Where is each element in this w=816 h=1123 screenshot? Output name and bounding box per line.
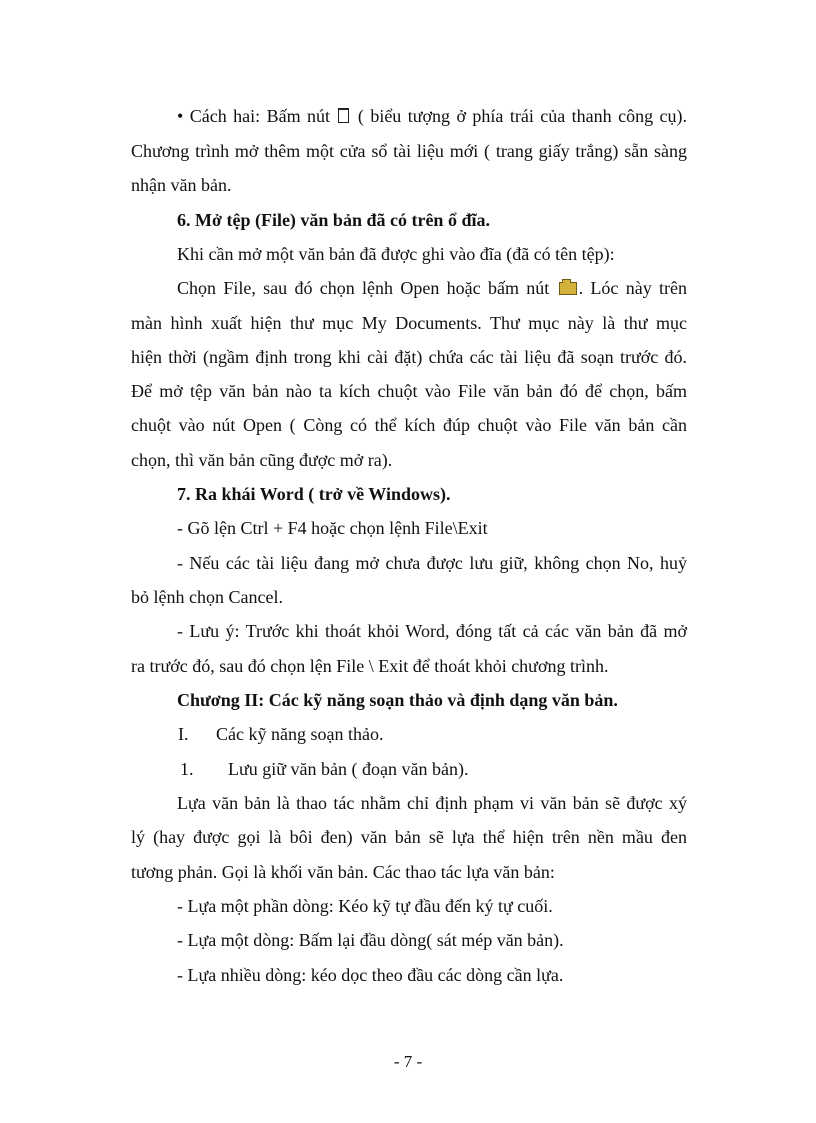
paragraph-line: tương phản. Gọi là khối văn bản. Các thao tác lựa văn bản: [131,862,555,882]
section-heading-6: 6. Mở tệp (File) văn bản đã có trên ổ đĩa. [177,210,490,230]
open-folder-icon [559,282,577,295]
paragraph-line: Để mở tệp văn bản nào ta kích chuột vào File văn bản đó để chọn, bấm [131,381,687,401]
list-item: - Lựa một dòng: Bấm lại đầu dòng( sát mép văn bản). [177,930,564,950]
list-item: - Nếu các tài liệu đang mở chưa được lưu giữ, không chọn No, huỷ [177,553,687,573]
list-item-continuation: bỏ lệnh chọn Cancel. [131,587,283,607]
list-item: - Lựa nhiều dòng: kéo dọc theo đầu các dòng cần lựa. [177,965,564,985]
paragraph-line: Chương trình mở thêm một cửa sổ tài liệu mới ( trang giấy trắng) sẵn sàng [131,141,687,161]
page-number: - 7 - [393,1052,423,1071]
list-item: - Gõ lện Ctrl + F4 hoặc chọn lệnh File\Exit [177,518,488,538]
roman-heading: I. Các kỹ năng soạn thảo. [178,724,384,744]
new-document-icon [338,108,349,123]
paragraph-line: • Cách hai: Bấm nút ( biểu tượng ở phía trái của thanh công cụ). [177,106,687,126]
paragraph-line: chọn, thì văn bản cũng được mở ra). [131,450,393,470]
paragraph-line: Lựa văn bản là thao tác nhằm chỉ định phạm vi văn bản sẽ được xý [177,793,687,813]
paragraph-line: nhận văn bản. [131,175,232,195]
list-item: - Lựa một phần dòng: Kéo kỹ tự đầu đến ký tự cuối. [177,896,553,916]
section-heading-7: 7. Ra khái Word ( trở về Windows). [177,484,451,504]
numbered-heading: 1. Lưu giữ văn bản ( đoạn văn bản). [180,759,469,779]
list-item: - Lưu ý: Trước khi thoát khỏi Word, đóng tất cả các văn bản đã mở [177,621,687,641]
chapter-heading: Chương II: Các kỹ năng soạn thảo và định dạng văn bản. [177,690,618,710]
paragraph-line: màn hình xuất hiện thư mục My Documents. Thư mục này là thư mục [131,313,687,333]
paragraph-line: Khi cần mở một văn bản đã được ghi vào đĩa (đã có tên tệp): [177,244,615,264]
paragraph-line: chuột vào nút Open ( Còng có thể kích đúp chuột vào File văn bản cần [131,415,687,435]
paragraph-line: Chọn File, sau đó chọn lệnh Open hoặc bấm nút . Lóc này trên [177,278,687,298]
paragraph-line: hiện thời (ngầm định trong khi cài đặt) chứa các tài liệu đã soạn trước đó. [131,347,687,367]
paragraph-line: lý (hay được gọi là bôi đen) văn bản sẽ lựa thể hiện trên nền mầu đen [131,827,687,847]
list-item-continuation: ra trước đó, sau đó chọn lện File \ Exit để thoát khỏi chương trình. [131,656,609,676]
